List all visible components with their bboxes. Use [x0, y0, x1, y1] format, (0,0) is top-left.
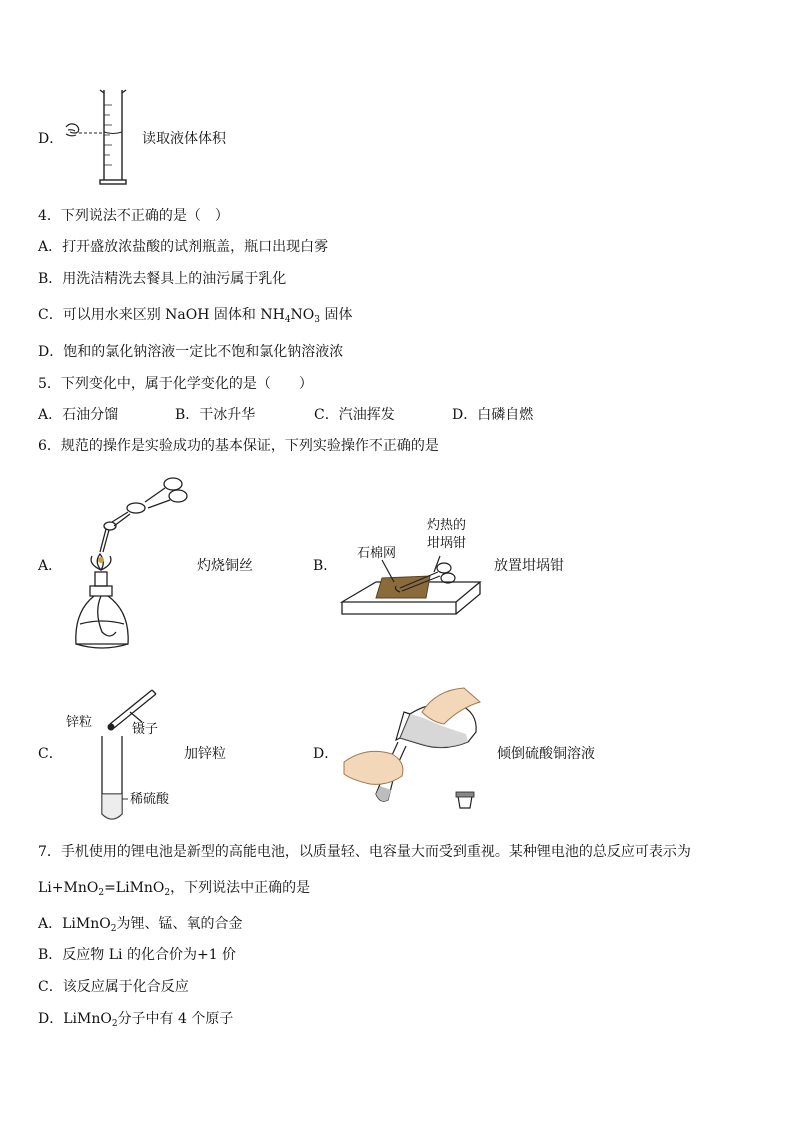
q5-stem: 5．下列变化中，属于化学变化的是（ ） [38, 376, 313, 392]
burning-copper-wire-figure [70, 472, 200, 660]
q3-option-d-letter: D． [38, 131, 64, 147]
q6-option-c-letter: C． [38, 746, 63, 762]
q6-option-b-text: 放置坩埚钳 [494, 558, 564, 574]
q5-option-b: B．干冰升华 [175, 407, 256, 423]
q6-c-label-dilute-acid: 稀硫酸 [130, 792, 170, 807]
q6-option-d-letter: D． [313, 746, 339, 762]
q5-option-a: A．石油分馏 [38, 407, 119, 423]
q6-b-label-hot-line1: 灼热的 [427, 518, 467, 533]
q6-b-label-asbestos-mesh: 石棉网 [357, 546, 397, 561]
q6-c-label-zinc: 锌粒 [66, 715, 93, 730]
q6-option-d-text: 倾倒硫酸铜溶液 [497, 746, 595, 762]
q6-option-b-letter: B． [313, 558, 338, 574]
q4-option-b: B．用洗洁精洗去餐具上的油污属于乳化 [38, 271, 287, 287]
q7-equation: Li+MnO$_2$=LiMnO$_2$，下列说法中正确的是 [38, 880, 311, 898]
pouring-copper-sulfate-figure [340, 682, 488, 812]
q6-option-a-text: 灼烧铜丝 [197, 558, 253, 574]
q7-stem: 7．手机使用的锂电池是新型的高能电池，以质量轻、电容量大而受到重视。某种锂电池的总反应可表示为 [38, 844, 691, 860]
q7-option-c: C．该反应属于化合反应 [38, 979, 189, 995]
q4-option-d: D．饱和的氯化钠溶液一定比不饱和氯化钠溶液浓 [38, 344, 344, 360]
q6-b-label-hot-line2: 坩埚钳 [427, 536, 467, 551]
q3-option-d-text: 读取液体体积 [142, 131, 226, 147]
q4-stem: 4．下列说法不正确的是（ ） [38, 208, 229, 224]
q4-option-c: C．可以用水来区别 NaOH 固体和 $NH_4NO_3$ 固体 [38, 307, 353, 325]
q5-option-d: D．白磷自燃 [452, 407, 534, 423]
q7-option-b: B．反应物 Li 的化合价为+1 价 [38, 947, 237, 963]
q5-option-c: C．汽油挥发 [314, 407, 395, 423]
q7-option-d: D．LiMnO$_2$分子中有 4 个原子 [38, 1011, 234, 1029]
q4-option-a: A．打开盛放浓盐酸的试剂瓶盖，瓶口出现白雾 [38, 239, 329, 255]
q6-stem: 6．规范的操作是实验成功的基本保证，下列实验操作不正确的是 [38, 438, 439, 454]
q6-option-c-text: 加锌粒 [184, 746, 226, 762]
graduated-cylinder-reading-figure [60, 85, 140, 190]
q6-c-label-tweezers: 镊子 [132, 722, 159, 737]
q7-option-a: A．LiMnO$_2$为锂、锰、氧的合金 [38, 916, 243, 934]
q6-option-a-letter: A． [38, 558, 63, 574]
